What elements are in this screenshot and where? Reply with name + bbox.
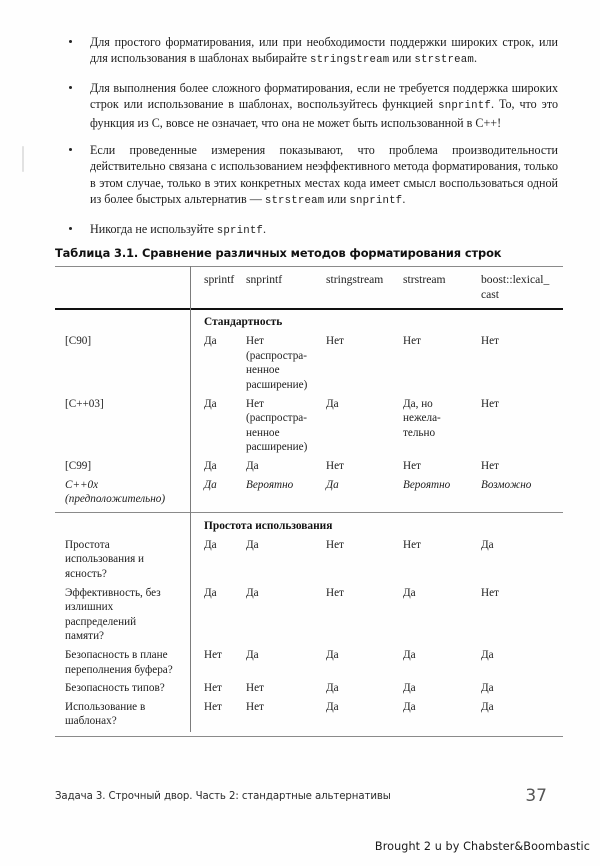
table-vertical-rule [190,266,191,732]
row-label-line: C++0x [65,478,99,491]
cell-line: Да [403,682,416,695]
row-values [190,700,563,715]
row-values [190,648,563,663]
cell-line: Нет [204,682,222,695]
cell-line: Нет [326,586,344,599]
code-term: sprintf [216,224,264,237]
table-cell [326,459,403,474]
column-header-line: boost::lexical_ [481,273,550,286]
table-row [55,393,563,455]
row-values [190,681,563,696]
cell-line: Да [204,586,217,599]
section-separator-rule [55,512,563,513]
table-row [55,455,563,474]
column-header-line: sprintf [204,273,235,286]
section-label-spacer [55,519,190,534]
cell-line: Да, но [403,397,433,410]
table-header-row [55,271,563,308]
row-label-line: памяти? [65,630,105,643]
table-cell [204,478,246,493]
bullet-text: . [473,51,477,66]
cell-line: Нет [204,700,222,713]
table-cell [481,538,561,553]
table-cell [403,648,481,663]
cell-line: ненное [246,426,280,439]
code-term: strstream [264,195,325,208]
cell-line: (распростра- [246,349,307,362]
table-cell [326,700,403,715]
cell-line: Нет [326,460,344,473]
table-cell [403,681,481,696]
cell-line: Да [481,682,494,695]
row-label-line: [C90] [65,335,92,348]
row-label [55,648,190,677]
cell-line: Да [403,648,416,661]
bullet-complex-formatting [63,80,558,131]
column-header-line: snprintf [246,273,283,286]
table-cell [204,648,246,663]
row-label-line: [C++03] [65,397,104,410]
code-term: snprintf [438,100,492,113]
table-caption: Таблица 3.1. Сравнение различных методов форматирования строк [55,246,502,260]
cell-line: Нет [403,335,421,348]
section-title: Простота использования [204,519,333,532]
row-label [55,700,190,729]
row-label-line: [C99] [65,460,92,473]
section-title: Стандартность [204,316,283,329]
cell-line: Нет [246,397,264,410]
table-cell [481,397,561,455]
row-label [55,538,190,582]
table-cell [246,334,326,392]
code-term: snprintf [349,195,403,208]
row-label-line: шаблонах? [65,715,117,728]
table-top-rule [55,266,563,267]
bullet-text: . [263,221,267,236]
table-section-row [55,312,563,330]
running-head: Задача 3. Строчный двор. Часть 2: стандартные альтернативы [55,791,391,802]
table-cell [246,538,326,553]
table-row [55,644,563,677]
table-cell [246,700,326,715]
table-cell [481,478,561,493]
row-label [55,397,190,412]
table-row [55,330,563,392]
bullet-text: . [402,192,406,207]
table-cell [481,648,561,663]
table-cell [481,681,561,696]
table-cell [326,478,403,493]
row-label-line: Безопасность типов? [65,682,165,695]
table-cell [326,681,403,696]
cell-line: Да [204,460,217,473]
table-row [55,696,563,729]
cell-line: Нет [481,335,499,348]
header-label-cell [55,273,190,288]
bullet-never-sprintf [63,221,558,239]
scan-artifact [22,146,24,172]
column-header [326,273,403,302]
table-bottom-rule [55,736,563,737]
table-cell [481,334,561,392]
table-cell [204,334,246,392]
cell-line: тельно [403,426,436,439]
cell-line: Нет [481,397,499,410]
row-label-line: ясность? [65,568,107,580]
bullet-text: или [324,192,350,207]
cell-line: Да [204,397,217,410]
table-header-rule [55,308,563,310]
table-section-row [55,516,563,534]
row-values [190,397,563,455]
cell-line: Да [481,700,494,713]
table-cell [403,478,481,493]
cell-line: Да [204,478,217,491]
bullet-text: или [389,51,415,66]
cell-line: Да [481,538,494,551]
table-cell [403,538,481,553]
table-cell [204,397,246,455]
table-cell [326,334,403,392]
row-values [190,538,563,553]
table-cell [326,648,403,663]
bullet-dot-icon [69,86,72,89]
cell-line: Нет [403,538,421,551]
table-cell [326,397,403,455]
bullet-text: Для выполнения более сложного форматирования, если не требуется поддержка широких строк или использование в шаблонах, воспользуйтесь функцией [90,80,558,112]
cell-line: Да [246,460,259,473]
cell-line: ненное [246,364,280,377]
table-row [55,474,563,507]
table-cell [403,459,481,474]
row-label [55,459,190,474]
row-label-line: Эффективность, без [65,586,161,599]
cell-line: Нет [246,700,264,713]
cell-line: Нет [326,538,344,551]
header-values [190,273,563,302]
code-term: strstream [414,54,474,67]
section-title-wrap [190,519,563,534]
row-label [55,586,190,644]
row-values [190,478,563,493]
row-label-line: Безопасность в плане [65,648,168,661]
bullet-text: Никогда не используйте [90,221,217,236]
cell-line: Да [246,586,259,599]
cell-line: нежела- [403,412,441,425]
cell-line: Нет [481,586,499,599]
row-label-line: (предположительно) [65,493,166,506]
table-cell [246,681,326,696]
table-row [55,534,563,582]
cell-line: Да [326,682,339,695]
row-label-line: Использование в [65,700,146,713]
cell-line: Да [403,700,416,713]
cell-line: (распростра- [246,412,307,425]
cell-line: расширение) [246,441,308,454]
table-cell [204,538,246,553]
cell-line: Да [326,397,339,410]
watermark: Brought 2 u by Chabster&Boombastic [374,840,590,853]
table-cell [403,586,481,601]
table-row [55,677,563,696]
row-values [190,586,563,601]
bullet-performance-measurements [63,142,558,210]
table-cell [481,586,561,601]
cell-line: расширение) [246,379,308,392]
cell-line: Нет [481,460,499,473]
table-cell [246,586,326,601]
cell-line: Да [403,586,416,599]
bullet-text: . То, что это функция из С, вовсе не означает, что она не может быть использованной в С++! [90,97,558,130]
cell-line: Да [204,335,217,348]
bullet-dot-icon [69,227,72,230]
table-cell [246,648,326,663]
code-term: stringstream [310,54,390,67]
row-values [190,459,563,474]
cell-line: Вероятно [246,478,294,491]
column-header [204,273,246,302]
table-cell [326,538,403,553]
table-row [55,582,563,644]
table-cell [246,397,326,455]
bullet-text: Для простого форматирования, или при необходимости поддержки широких строк, или для использования в шаблонах выбирайте [90,35,558,66]
page-number: 37 [525,786,547,806]
table-cell [403,334,481,392]
column-header [403,273,481,302]
bullet-text: Если проведенные измерения показывают, что проблема производительности действительно связана с использованием неэффективного метода форматирования, только в этом случае, только в этих конкретных местах кода имеет смысл воспользоваться одной из более быстрых альтернатив — [90,143,558,207]
row-label-line: Простота [65,538,110,551]
cell-line: Нет [246,335,264,348]
row-label-line: распределений [65,615,137,628]
cell-line: Возможно [481,478,532,491]
table-cell [326,586,403,601]
cell-line: Нет [204,648,222,661]
row-label-line: использования и [65,553,145,566]
comparison-table [55,266,563,737]
bullet-dot-icon [69,148,72,151]
section-label-spacer [55,315,190,330]
column-header [481,273,561,302]
cell-line: Да [326,478,339,491]
column-header-line: stringstream [326,273,384,286]
table-cell [403,700,481,715]
cell-line: Да [326,700,339,713]
table-cell [481,459,561,474]
cell-line: Нет [403,460,421,473]
table-cell [204,586,246,601]
cell-line: Нет [326,335,344,348]
cell-line: Да [246,538,259,551]
row-label-line: переполнения буфера? [65,663,173,676]
section-title-wrap [190,315,563,330]
column-header-line: cast [481,287,500,301]
cell-line: Да [204,538,217,551]
row-label [55,681,190,696]
row-label [55,478,190,507]
table-cell [246,459,326,474]
table-cell [246,478,326,493]
cell-line: Вероятно [403,478,451,491]
cell-line: Да [326,648,339,661]
table-cell [204,681,246,696]
cell-line: Да [481,648,494,661]
row-label-line: излишних [65,601,114,614]
table-cell [403,397,481,455]
bullet-simple-formatting [63,34,558,69]
table-cell [481,700,561,715]
row-label [55,334,190,349]
column-header [246,273,326,302]
column-header-line: strstream [403,273,446,286]
table-cell [204,459,246,474]
bullet-dot-icon [69,40,72,43]
cell-line: Нет [246,682,264,695]
recommendation-bullet-list [63,34,558,239]
cell-line: Да [246,648,259,661]
table-cell [204,700,246,715]
row-values [190,334,563,392]
